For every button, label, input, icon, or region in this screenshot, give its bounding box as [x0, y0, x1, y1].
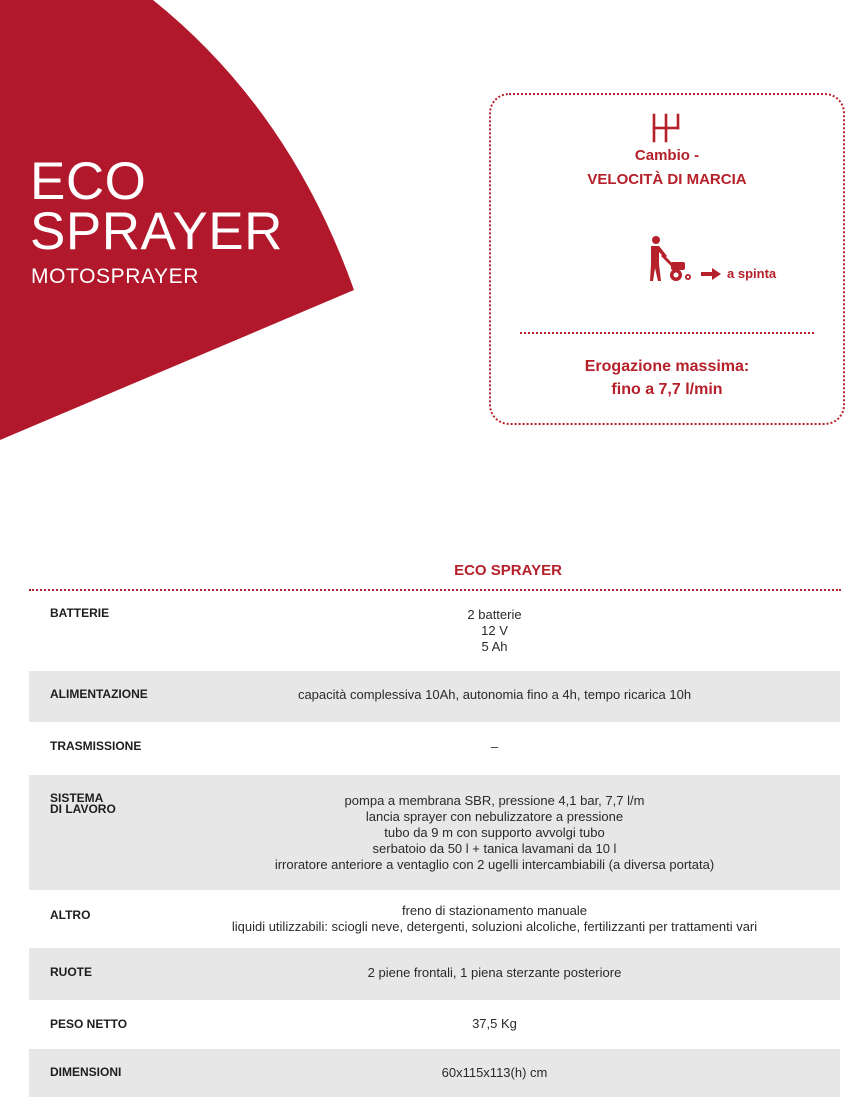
person-pushing-machine-icon [645, 236, 693, 284]
box-divider [520, 332, 814, 334]
spec-row-altro [29, 890, 840, 948]
spec-row-sistema-di-lavoro [29, 775, 840, 890]
erogazione-label: Erogazione massima: [584, 358, 750, 375]
product-title-line2: SPRAYER [30, 202, 283, 261]
spec-label-line: DI LAVORO [50, 802, 116, 816]
spec-value-line: 12 V [481, 623, 508, 638]
spec-value-line: – [490, 739, 499, 754]
spec-label [50, 793, 116, 815]
spec-value-line: 2 batterie [467, 607, 522, 622]
arrow-right-icon [701, 268, 721, 280]
spec-value-line: 60x115x113(h) cm [441, 1065, 548, 1080]
spec-value [149, 739, 840, 755]
spec-value-line: lancia sprayer con nebulizzatore a pressione [365, 809, 624, 824]
spec-value [149, 965, 840, 981]
spec-value [149, 903, 840, 935]
product-subtitle: MOTOSPRAYER [31, 265, 200, 288]
spec-row-trasmissione [29, 722, 840, 775]
spec-label: BATTERIE [50, 606, 110, 620]
spec-value-line: pompa a membrana SBR, pressione 4,1 bar, 7,7 l/m [344, 793, 645, 808]
spec-value [149, 793, 840, 873]
gearshift-icon [651, 113, 681, 143]
spec-value-line: serbatoio da 50 l + tanica lavamani da 10 l [372, 841, 617, 856]
spec-value-line: freno di stazionamento manuale [401, 903, 587, 918]
spec-label: ALIMENTAZIONE [50, 687, 148, 701]
spec-row-ruote [29, 948, 840, 1000]
spec-value [149, 1016, 840, 1032]
spec-label-line: SISTEMA [50, 791, 104, 805]
spec-value-line: tubo da 9 m con supporto avvolgi tubo [384, 825, 605, 840]
spec-row-batterie [29, 591, 840, 671]
spec-label: ALTRO [50, 908, 91, 922]
spec-label: PESO NETTO [50, 1017, 128, 1031]
spec-column-title: ECO SPRAYER [454, 562, 562, 579]
velocita-label: VELOCITÀ DI MARCIA [587, 171, 747, 188]
spec-label: TRASMISSIONE [50, 739, 142, 753]
spec-value [149, 687, 840, 703]
spec-value-line: 37,5 Kg [472, 1016, 517, 1031]
spec-label: RUOTE [50, 965, 92, 979]
spec-value-line: 5 Ah [481, 639, 508, 654]
drive-mode-label: a spinta [727, 266, 777, 281]
product-title-line1: ECO [30, 152, 147, 211]
spec-row-alimentazione [29, 671, 840, 722]
spec-value-line: capacità complessiva 10Ah, autonomia fino a 4h, tempo ricarica 10h [297, 687, 692, 702]
spec-value [149, 607, 840, 655]
spec-value-line: 2 piene frontali, 1 piena sterzante posteriore [367, 965, 622, 980]
cambio-label: Cambio - [634, 147, 700, 164]
spec-value [149, 1065, 840, 1081]
spec-label: DIMENSIONI [50, 1065, 122, 1079]
spec-row-peso-netto [29, 1000, 840, 1049]
spec-row-dimensioni [29, 1049, 840, 1097]
product-title [30, 152, 283, 261]
erogazione-value: fino a 7,7 l/min [611, 381, 723, 398]
spec-value-line: liquidi utilizzabili: sciogli neve, detergenti, soluzioni alcoliche, fertilizzanti per trattamenti vari [231, 919, 758, 934]
spec-value-line: irroratore anteriore a ventaglio con 2 ugelli intercambiabili (a diversa portata) [274, 857, 715, 872]
